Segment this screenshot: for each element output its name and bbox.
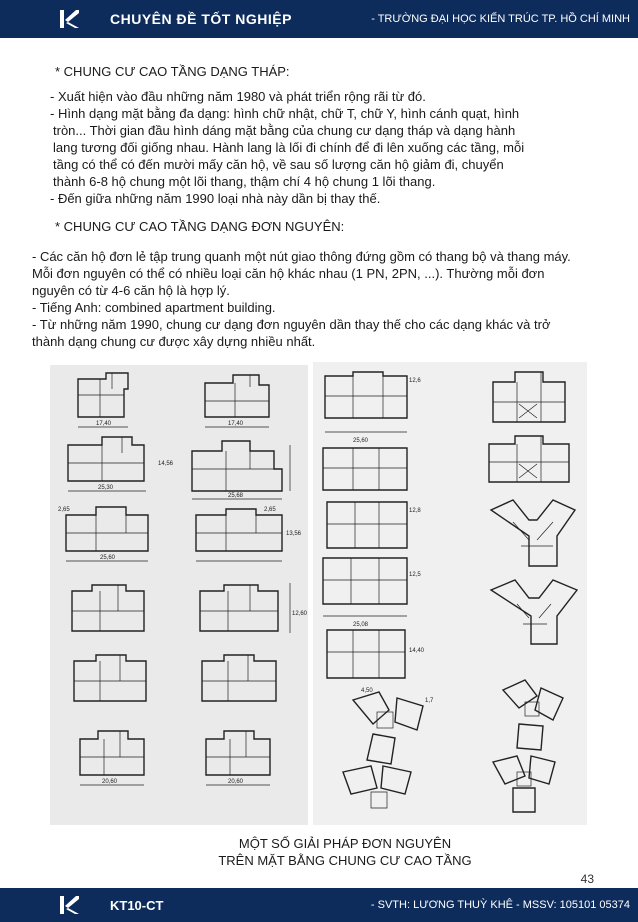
floorplan-y-shape bbox=[491, 500, 575, 566]
figure-caption-line1: MỘT SỐ GIẢI PHÁP ĐƠN NGUYÊN bbox=[238, 836, 452, 851]
floorplan bbox=[325, 372, 407, 432]
floorplan-y-shape bbox=[491, 580, 577, 644]
school-logo-icon bbox=[58, 894, 80, 916]
floorplan bbox=[196, 509, 282, 561]
dimension-label: 12,6 bbox=[409, 378, 421, 384]
footer-bar bbox=[0, 888, 638, 922]
dimension-label: 20,60 bbox=[102, 779, 118, 785]
document-title: CHUYÊN ĐỀ TỐT NGHIỆP bbox=[110, 11, 292, 27]
floorplan bbox=[72, 585, 144, 631]
student-info: - SVTH: LƯƠNG THUỲ KHÊ - MSSV: 105101 05374 bbox=[370, 899, 630, 911]
dimension-label: 25,30 bbox=[98, 485, 114, 491]
floorplan bbox=[489, 436, 569, 482]
section2-line: - Các căn hộ đơn lẻ tập trung quanh một nút giao thông đứng gồm có thang bộ và thang máy. bbox=[32, 249, 571, 264]
dimension-label: 14,40 bbox=[409, 648, 425, 654]
section2-line: thành dạng chung cư được xây dựng nhiều nhất. bbox=[32, 334, 316, 349]
floorplan bbox=[323, 558, 407, 616]
section1-line: tròn... Thời gian đầu hình dáng mặt bằng của chung cư dạng tháp và dạng hành bbox=[53, 123, 516, 138]
dimension-label: 2,65 bbox=[264, 507, 276, 513]
dimension-label: 20,60 bbox=[228, 779, 244, 785]
floorplan bbox=[200, 583, 290, 633]
floorplan-pinwheel bbox=[493, 756, 555, 812]
floorplan bbox=[323, 448, 407, 490]
school-name: - TRƯỜNG ĐẠI HỌC KIẾN TRÚC TP. HỒ CHÍ MINH bbox=[371, 13, 630, 25]
floorplan bbox=[206, 731, 270, 785]
figure-caption-line2: TRÊN MẶT BẰNG CHUNG CƯ CAO TẦNG bbox=[218, 853, 472, 868]
floorplan bbox=[192, 441, 290, 499]
section1-heading: * CHUNG CƯ CAO TẦNG DẠNG THÁP: bbox=[55, 64, 290, 79]
floorplan-drawing-right bbox=[313, 362, 587, 825]
section1-line: thành 6-8 hộ chung một lõi thang, thậm chí 4 hộ chung 1 lõi thang. bbox=[53, 174, 436, 189]
dimension-label: 12,8 bbox=[409, 508, 421, 514]
dimension-label: 25,08 bbox=[353, 622, 369, 628]
floorplan-figure-left bbox=[50, 365, 308, 825]
floorplan bbox=[66, 507, 148, 561]
floorplan bbox=[327, 630, 405, 678]
dimension-label: 4,50 bbox=[361, 688, 373, 694]
dimension-label: 1,7 bbox=[425, 698, 434, 704]
floorplan bbox=[68, 437, 146, 491]
dimension-label: 13,56 bbox=[286, 531, 302, 537]
dimension-label: 2,65 bbox=[58, 507, 70, 513]
floorplan-drawing-left bbox=[50, 365, 308, 825]
floorplan-pinwheel bbox=[353, 692, 423, 764]
section2-line: nguyên có từ 4-6 căn hộ là hợp lý. bbox=[32, 283, 230, 298]
dimension-label: 25,60 bbox=[353, 438, 369, 444]
floorplan bbox=[202, 655, 276, 701]
section2-heading: * CHUNG CƯ CAO TẦNG DẠNG ĐƠN NGUYÊN: bbox=[55, 219, 345, 234]
section1-line: lang tương đối giống nhau. Hành lang là lối đi chính để đi lên xuống các tầng, mỗi bbox=[53, 140, 525, 155]
school-logo-icon bbox=[58, 8, 80, 30]
header-bar bbox=[0, 0, 638, 38]
floorplan-pinwheel bbox=[343, 766, 411, 808]
floorplan bbox=[80, 731, 144, 785]
dimension-label: 12,5 bbox=[409, 572, 421, 578]
floorplan-pinwheel bbox=[503, 680, 563, 750]
floorplan-figure-right bbox=[313, 362, 587, 825]
page-number: 43 bbox=[580, 872, 594, 886]
floorplan bbox=[74, 655, 146, 701]
section2-line: Mỗi đơn nguyên có thể có nhiều loại căn hộ khác nhau (1 PN, 2PN, ...). Thường mỗi đơn bbox=[32, 266, 545, 281]
section2-line: - Từ những năm 1990, chung cư dạng đơn nguyên dần thay thế cho các dạng khác và trở bbox=[32, 317, 551, 332]
section1-line: tầng có thể có đến mười mấy căn hộ, về sau số lượng căn hộ giảm đi, chuyển bbox=[53, 157, 504, 172]
floorplan bbox=[205, 375, 269, 427]
class-code: KT10-CT bbox=[110, 898, 164, 913]
section1-line: - Hình dạng mặt bằng đa dạng: hình chữ nhật, chữ T, chữ Y, hình cánh quạt, hình bbox=[50, 106, 520, 121]
dimension-label: 25,68 bbox=[228, 493, 244, 499]
section1-line: - Đến giữa những năm 1990 loại nhà này dần bị thay thế. bbox=[50, 191, 381, 206]
floorplan bbox=[78, 373, 128, 427]
floorplan bbox=[493, 372, 565, 422]
dimension-label: 12,60 bbox=[292, 611, 308, 617]
dimension-label: 17,40 bbox=[96, 421, 112, 427]
section1-line: - Xuất hiện vào đầu những năm 1980 và phát triển rộng rãi từ đó. bbox=[50, 89, 426, 104]
floorplan bbox=[327, 502, 407, 548]
dimension-label: 25,60 bbox=[100, 555, 116, 561]
dimension-label: 14,56 bbox=[158, 461, 174, 467]
section2-line: - Tiếng Anh: combined apartment building. bbox=[32, 300, 276, 315]
dimension-label: 17,40 bbox=[228, 421, 244, 427]
